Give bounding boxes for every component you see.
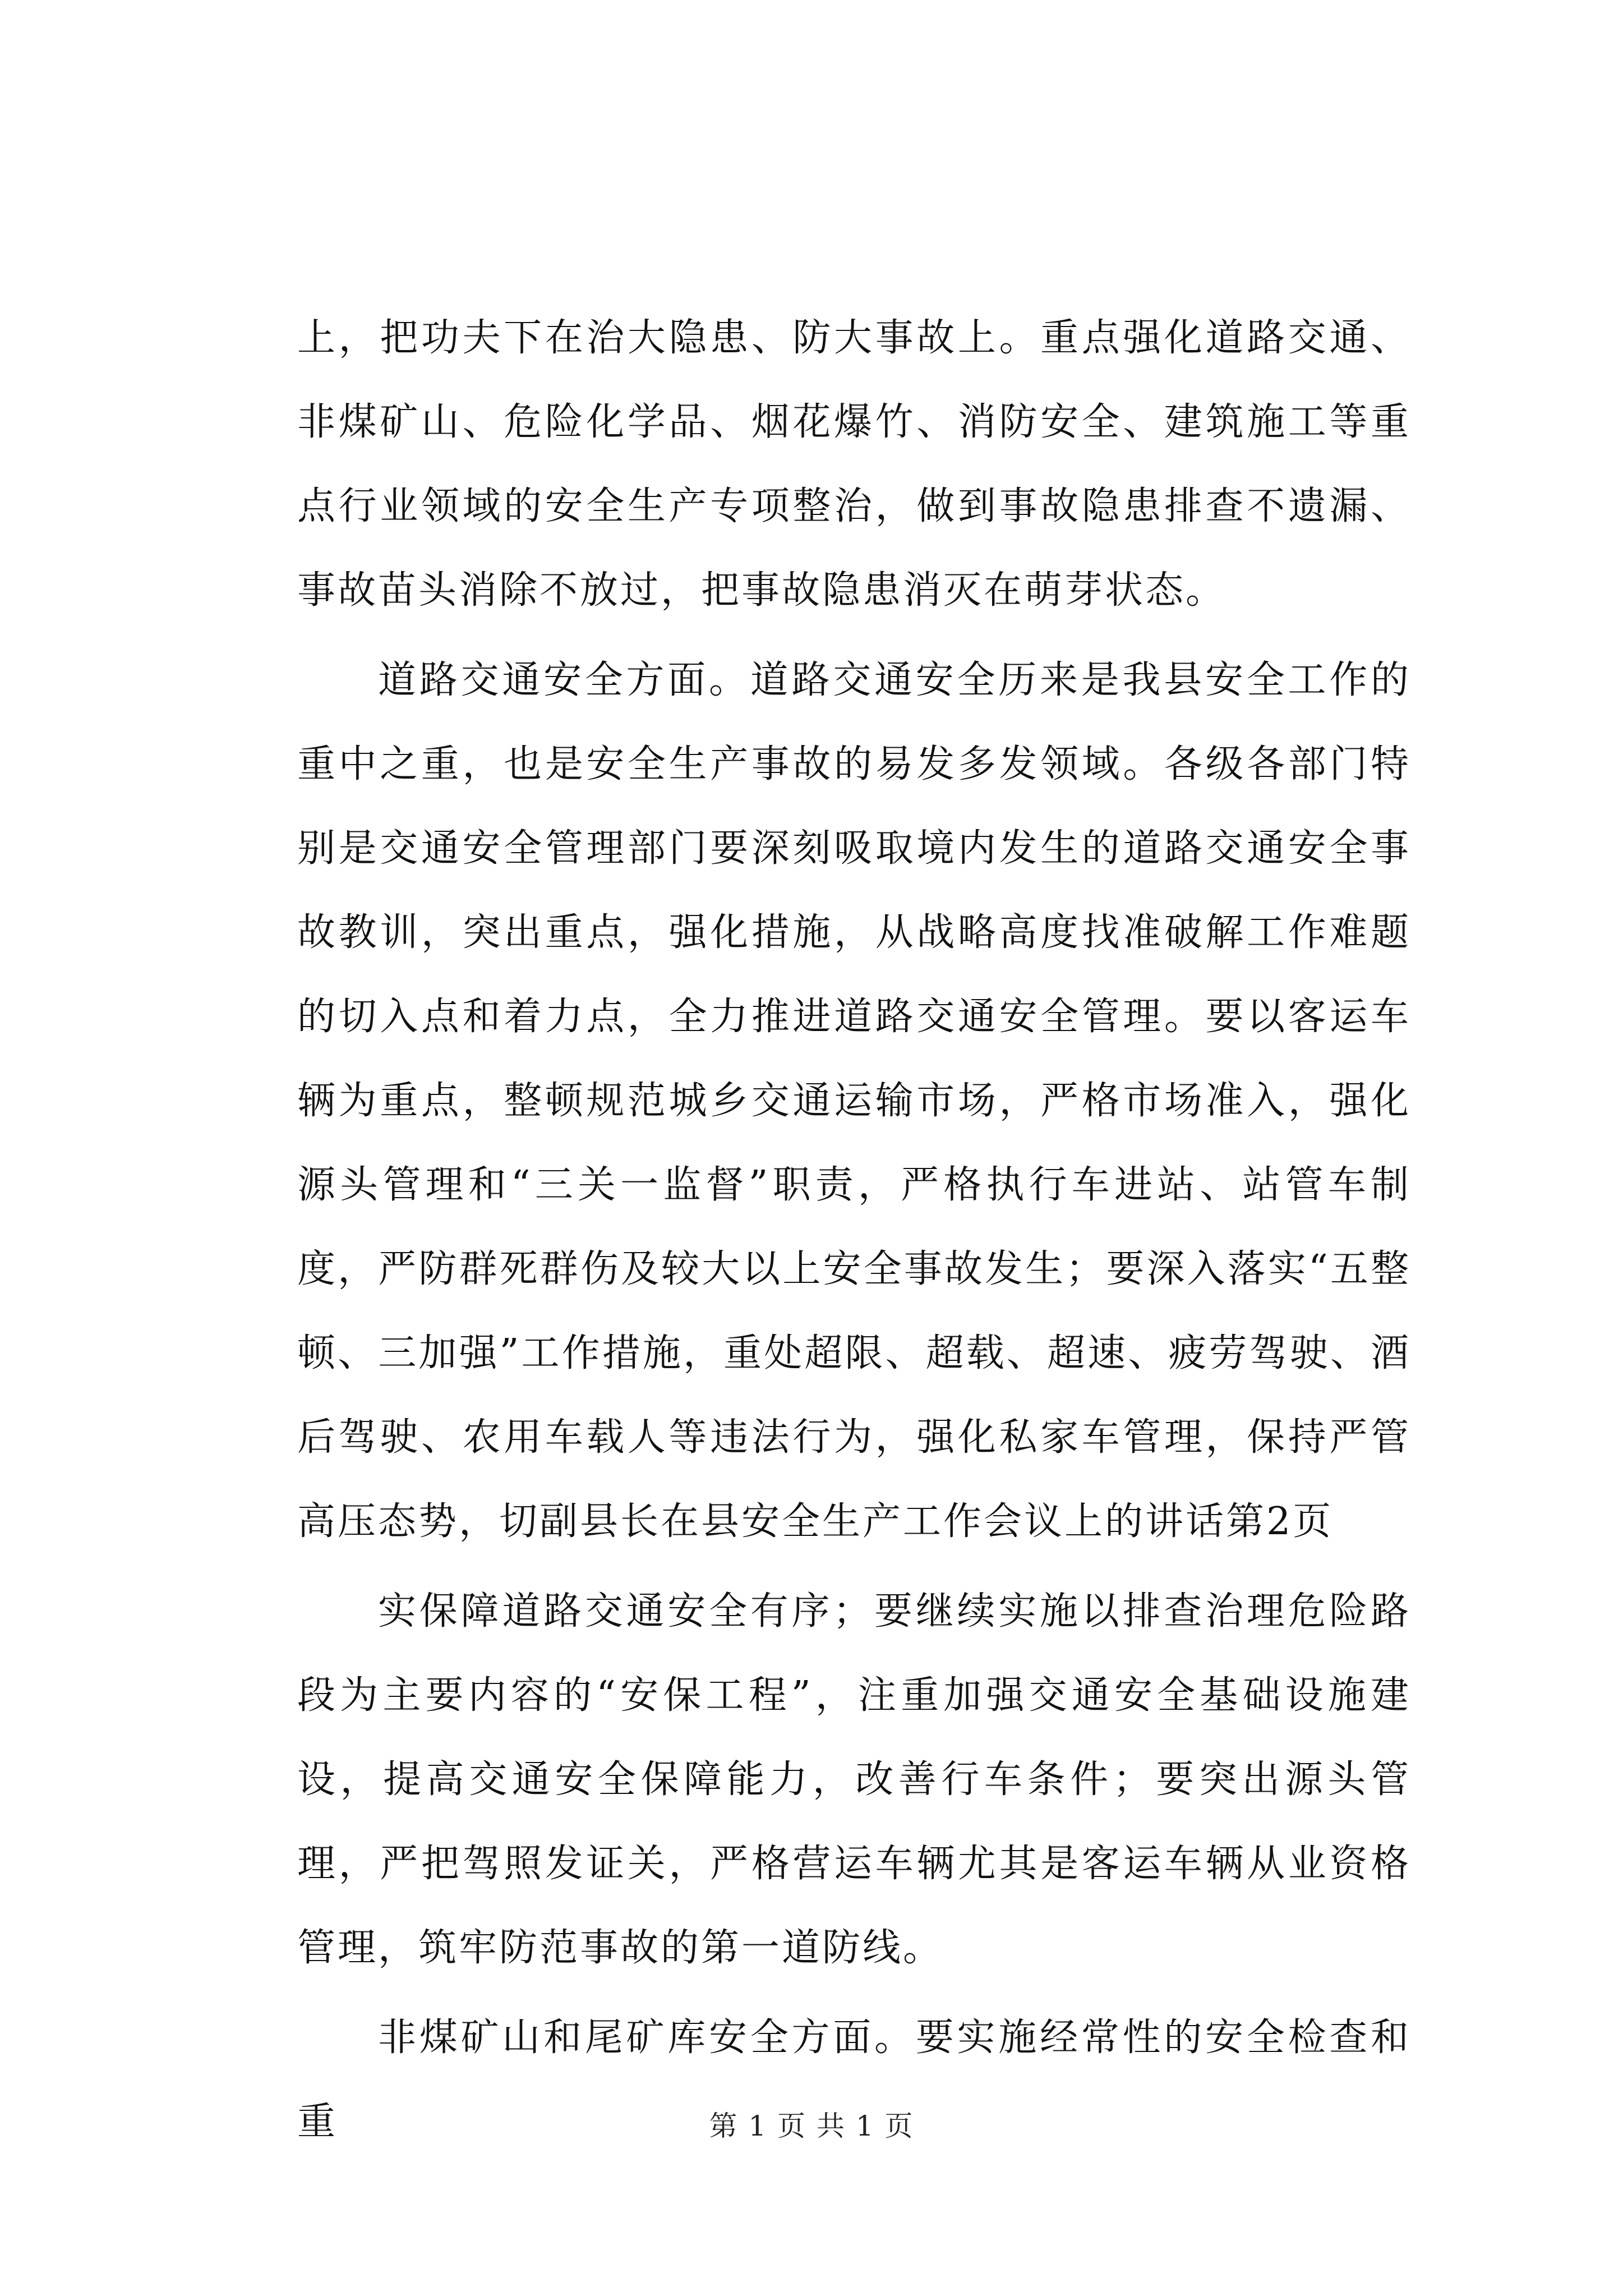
- paragraph-road-traffic-safety: 道路交通安全方面。道路交通安全历来是我县安全工作的重中之重，也是安全生产事故的易发多发领域。各级各部门特别是交通安全管理部门要深刻吸取境内发生的道路交通安全事故教训，突出重点，强化措施，从战略高度找准破解工作难题的切入点和着力点，全力推进道路交通安全管理。要以客运车辆为重点，整顿规范城乡交通运输市场，严格市场准入，强化源头管理和“三关一监督”职责，严格执行车进站、站管车制度，严防群死群伤及较大以上安全事故发生；要深入落实“五整顿、三加强”工作措施，重处超限、超载、超速、疲劳驾驶、酒后驾驶、农用车载人等违法行为，强化私家车管理，保持严管高压态势，切副县长在县安全生产工作会议上的讲话第2页: [297, 658, 1411, 1544]
- paragraph-continuation: 上，把功夫下在治大隐患、防大事故上。重点强化道路交通、非煤矿山、危险化学品、烟花爆竹、消防安全、建筑施工等重点行业领域的安全生产专项整治，做到事故隐患排查不遗漏、事故苗头消除不放过，把事故隐患消灭在萌芽状态。: [297, 316, 1411, 613]
- document-body: [297, 296, 1411, 2164]
- page-footer: 第 1 页 共 1 页: [709, 2110, 914, 2142]
- paragraph-non-coal-mines: 非煤矿山和尾矿库安全方面。要实施经常性的安全检查和重: [297, 2016, 1411, 2144]
- paragraph-road-traffic-measures: 实保障道路交通安全有序；要继续实施以排查治理危险路段为主要内容的“安保工程”，注重加强交通安全基础设施建设，提高交通安全保障能力，改善行车条件；要突出源头管理，严把驾照发证关，严格营运车辆尤其是客运车辆从业资格管理，筑牢防范事故的第一道防线。: [297, 1589, 1411, 1970]
